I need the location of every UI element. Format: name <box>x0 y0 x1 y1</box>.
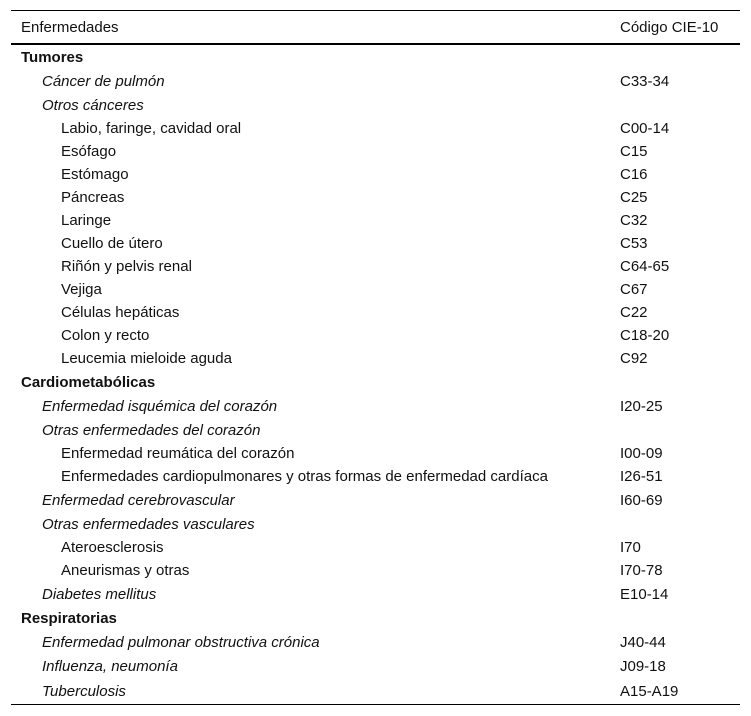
subcategory-row <box>11 209 740 232</box>
disease-name-cell: Riñón y pelvis renal <box>61 258 192 275</box>
category-row <box>11 654 740 678</box>
category-row <box>11 512 740 536</box>
category-row <box>11 418 740 442</box>
disease-name-cell: Colon y recto <box>61 327 150 344</box>
subcategory-row <box>11 163 740 186</box>
disease-table-container <box>11 10 740 705</box>
group-row <box>11 370 740 394</box>
header-diseases: Enfermedades <box>11 11 620 45</box>
group-row <box>11 606 740 630</box>
category-row <box>11 582 740 606</box>
icd10-code-cell: C32 <box>620 212 648 229</box>
icd10-code-cell <box>620 606 740 630</box>
icd10-code-cell: C18-20 <box>620 327 670 344</box>
subcategory-row <box>11 301 740 324</box>
subcategory-row <box>11 255 740 278</box>
subcategory-row <box>11 465 740 488</box>
disease-name-cell: Tuberculosis <box>42 682 126 700</box>
icd10-code-cell: I70 <box>620 539 641 556</box>
subcategory-row <box>11 536 740 559</box>
icd10-code-cell: J40-44 <box>620 633 666 651</box>
disease-name-cell: Laringe <box>61 212 112 229</box>
table-bottom-rule <box>11 704 740 705</box>
icd10-code-cell: I60-69 <box>620 491 663 509</box>
icd10-code-cell: C25 <box>620 189 648 206</box>
disease-name-cell: Cuello de útero <box>61 235 163 252</box>
category-row <box>11 630 740 654</box>
category-row <box>11 69 740 93</box>
icd10-code-cell: I20-25 <box>620 397 663 415</box>
disease-name-cell: Tumores <box>21 48 84 66</box>
disease-name-cell: Enfermedad pulmonar obstructiva crónica <box>42 633 320 651</box>
icd10-code-cell: C33-34 <box>620 72 670 90</box>
icd10-code-cell: I70-78 <box>620 562 663 579</box>
subcategory-row <box>11 186 740 209</box>
icd10-code-cell <box>620 44 740 69</box>
disease-name-cell: Ateroesclerosis <box>61 539 164 556</box>
disease-name-cell: Leucemia mieloide aguda <box>61 350 232 367</box>
icd10-code-cell: C00-14 <box>620 120 670 137</box>
disease-name-cell: Esófago <box>61 143 117 160</box>
icd10-code-cell: C64-65 <box>620 258 670 275</box>
category-row <box>11 488 740 512</box>
disease-name-cell: Cardiometabólicas <box>21 373 156 391</box>
disease-name-cell: Cáncer de pulmón <box>42 72 165 90</box>
category-row <box>11 678 740 704</box>
subcategory-row <box>11 278 740 301</box>
table-header <box>11 11 740 45</box>
disease-name-cell: Enfermedad cerebrovascular <box>42 491 235 509</box>
header-row <box>11 11 740 45</box>
disease-name-cell: Enfermedades cardiopulmonares y otras formas de enfermedad cardíaca <box>61 468 548 485</box>
disease-name-cell: Otras enfermedades del corazón <box>42 421 261 439</box>
disease-code-table <box>11 10 740 704</box>
subcategory-row <box>11 140 740 163</box>
table-body <box>11 44 740 704</box>
subcategory-row <box>11 324 740 347</box>
disease-name-cell: Diabetes mellitus <box>42 585 157 603</box>
group-row <box>11 44 740 69</box>
disease-name-cell: Estómago <box>61 166 129 183</box>
disease-name-cell: Respiratorias <box>21 609 117 627</box>
disease-name-cell: Células hepáticas <box>61 304 180 321</box>
category-row <box>11 93 740 117</box>
disease-name-cell: Otros cánceres <box>42 96 144 114</box>
icd10-code-cell: C16 <box>620 166 648 183</box>
icd10-code-cell <box>620 418 740 442</box>
icd10-code-cell <box>620 512 740 536</box>
disease-name-cell: Vejiga <box>61 281 102 298</box>
icd10-code-cell <box>620 370 740 394</box>
icd10-code-cell: J09-18 <box>620 657 666 675</box>
icd10-code-cell: I26-51 <box>620 468 663 485</box>
subcategory-row <box>11 117 740 140</box>
icd10-code-cell: E10-14 <box>620 585 669 603</box>
subcategory-row <box>11 442 740 465</box>
disease-name-cell: Enfermedad isquémica del corazón <box>42 397 278 415</box>
icd10-code-cell: C53 <box>620 235 648 252</box>
icd10-code-cell: C15 <box>620 143 648 160</box>
subcategory-row <box>11 559 740 582</box>
icd10-code-cell: C22 <box>620 304 648 321</box>
icd10-code-cell <box>620 93 740 117</box>
subcategory-row <box>11 347 740 370</box>
disease-name-cell: Labio, faringe, cavidad oral <box>61 120 242 137</box>
disease-name-cell: Otras enfermedades vasculares <box>42 515 255 533</box>
disease-name-cell: Aneurismas y otras <box>61 562 190 579</box>
icd10-code-cell: C67 <box>620 281 648 298</box>
header-code: Código CIE-10 <box>620 11 740 45</box>
subcategory-row <box>11 232 740 255</box>
icd10-code-cell: C92 <box>620 350 648 367</box>
disease-name-cell: Influenza, neumonía <box>42 657 178 675</box>
disease-name-cell: Enfermedad reumática del corazón <box>61 445 295 462</box>
disease-name-cell: Páncreas <box>61 189 125 206</box>
category-row <box>11 394 740 418</box>
icd10-code-cell: A15-A19 <box>620 682 679 700</box>
icd10-code-cell: I00-09 <box>620 445 663 462</box>
